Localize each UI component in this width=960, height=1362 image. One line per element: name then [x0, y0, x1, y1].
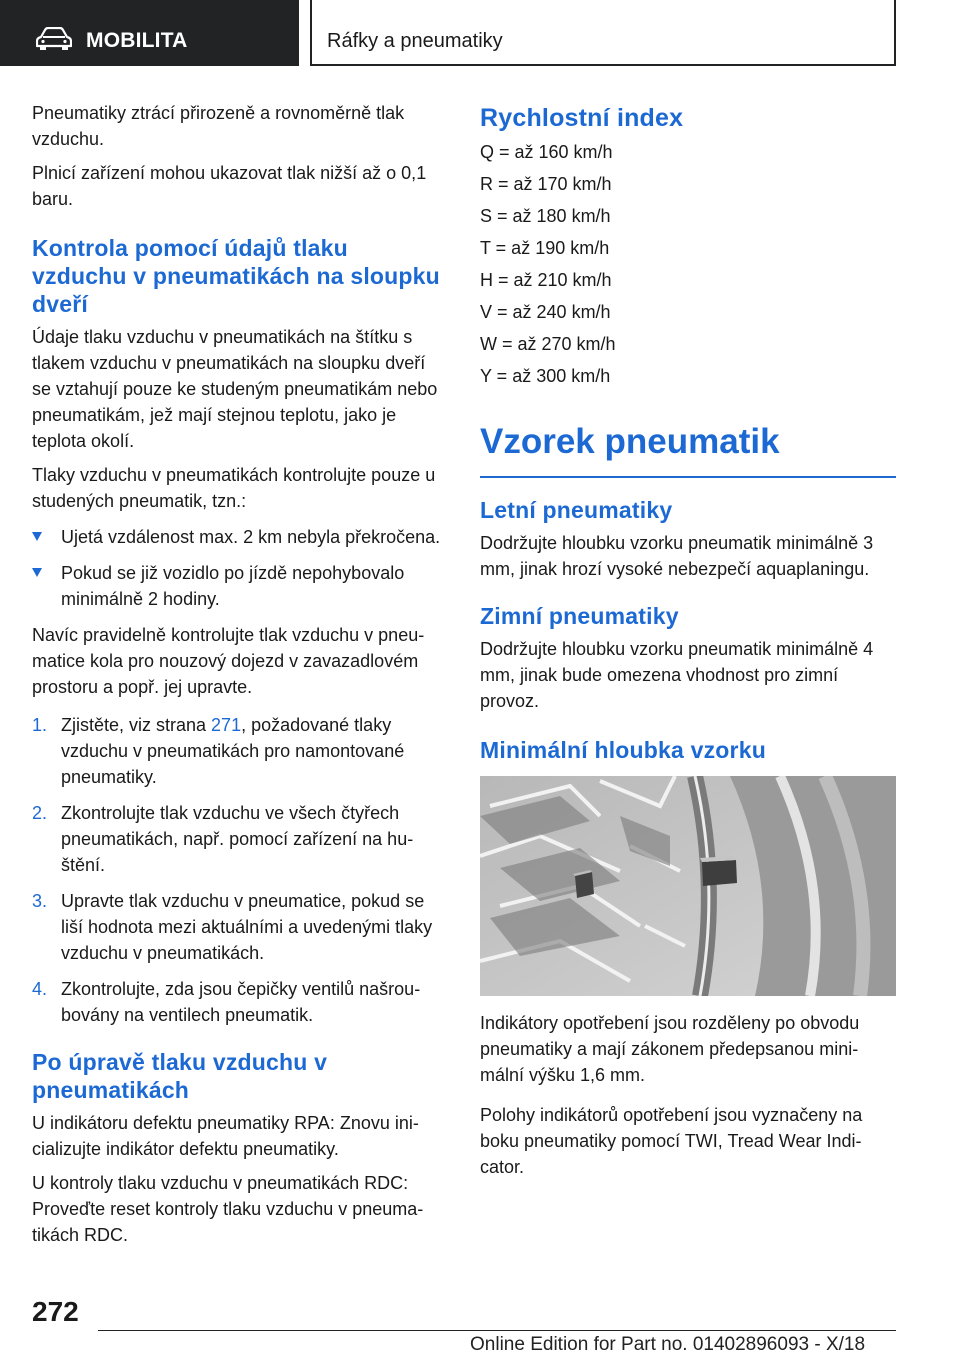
paragraph: Tlaky vzduchu v pneumatikách kontrolujte pouze u studených pneumatik, tzn.: — [32, 465, 436, 511]
speed-index-item: Q = až 160 km/h — [480, 142, 613, 162]
paragraph: Údaje tlaku vzduchu v pneumatikách na štítku s tlakem vzduchu v pneumatikách na sloupku dveří se vztahují pouze ke studeným pneumatikám nebo pneumatikám, jež mají stejnou teplotu, jako je teplota okolí. — [32, 327, 438, 451]
paragraph: Dodržujte hloubku vzorku pneumatik minimálně 3 mm, jinak hrozí vysoké nebezpečí aquaplaningu. — [480, 533, 874, 579]
page-header — [0, 0, 960, 66]
paragraph: U kontroly tlaku vzduchu v pneumatikách RDC: Proveďte reset kontroly tlaku vzduchu v pneumatikách RDC. — [32, 1173, 424, 1245]
paragraph: Indikátory opotřebení jsou rozděleny po obvodu pneumatiky a mají zákonem předepsanou minimální výšku 1,6 mm. — [480, 1013, 860, 1085]
step-item — [32, 800, 448, 878]
heading-minimalni-hloubka: Minimální hloubka vzorku — [480, 737, 766, 763]
right-column — [480, 100, 896, 1188]
paragraph: Pneumatiky ztrácí přirozeně a rovnoměrně tlak vzduchu. — [32, 103, 405, 149]
step-text-post: , požadované tlaky vzduchu v pneumatikách pro namontované pneumatiky. — [61, 715, 405, 787]
step-number: 3. — [32, 891, 48, 911]
triangle-bullet-icon — [32, 568, 42, 577]
speed-index-list — [480, 136, 896, 392]
car-icon — [36, 27, 72, 51]
step-text: Zkontrolujte, zda jsou čepičky ventilů našroubovány na ventilech pneumatik. — [61, 979, 421, 1025]
speed-index-item: Y = až 300 km/h — [480, 366, 611, 386]
numbered-steps — [32, 712, 448, 1028]
speed-index-item: T = až 190 km/h — [480, 238, 610, 258]
list-item-text: Ujetá vzdálenost max. 2 km nebyla překročena. — [61, 527, 441, 547]
list-item — [32, 560, 448, 612]
bullet-list — [32, 524, 448, 612]
heading-po-uprave: Po úpravě tlaku vzduchu v pneumatikách — [32, 1049, 328, 1103]
step-item — [32, 888, 448, 966]
tread-wear-illustration — [480, 776, 896, 996]
footer-divider — [98, 1330, 896, 1331]
speed-index-item: W = až 270 km/h — [480, 334, 616, 354]
step-number: 1. — [32, 715, 48, 735]
heading-kontrola: Kontrola pomocí údajů tlaku vzduchu v pneumatikách na sloupku dveří — [32, 235, 440, 317]
speed-index-item: H = až 210 km/h — [480, 270, 612, 290]
chapter-title: Ráfky a pneumatiky — [327, 30, 503, 52]
paragraph: Plnicí zařízení mohou ukazovat tlak nižší až o 0,1 baru. — [32, 163, 427, 209]
step-number: 4. — [32, 979, 48, 999]
step-item — [32, 976, 448, 1028]
speed-index-item: S = až 180 km/h — [480, 206, 611, 226]
heading-vzorek-pneumatik: Vzorek pneumatik — [480, 420, 896, 478]
speed-index-item: V = až 240 km/h — [480, 302, 611, 322]
wear-indicator-2 — [700, 856, 737, 886]
page-link[interactable]: 271 — [211, 715, 242, 735]
step-text: Upravte tlak vzduchu v pneumatice, pokud se liší hodnota mezi aktuálními a uvedenými tlaky vzduchu v pneumatikách. — [61, 891, 433, 963]
edition-note: Online Edition for Part no. 01402896093 - X/18 — [470, 1334, 866, 1355]
step-number: 2. — [32, 803, 48, 823]
step-text: Zkontrolujte tlak vzduchu ve všech čtyřech pneumatikách, např. pomocí zařízení na huštění. — [61, 803, 414, 875]
list-item — [32, 524, 448, 550]
left-column — [32, 100, 448, 1256]
heading-rychlostni-index: Rychlostní index — [480, 104, 684, 132]
paragraph: Dodržujte hloubku vzorku pneumatik minimálně 4 mm, jinak bude omezena vhodnost pro zimní provoz. — [480, 639, 874, 711]
paragraph: U indikátoru defektu pneumatiky RPA: Znovu inicializujte indikátor defektu pneumatiky. — [32, 1113, 419, 1159]
section-title: MOBILITA — [86, 29, 188, 52]
paragraph: Navíc pravidelně kontrolujte tlak vzduchu v pneumatice kola pro nouzový dojezd v zavazadlovém prostoru a popř. jej upravte. — [32, 625, 425, 697]
tire-tread-image — [480, 776, 896, 996]
step-item — [32, 712, 448, 790]
step-text-pre: Zjistěte, viz strana — [61, 715, 212, 735]
triangle-bullet-icon — [32, 532, 42, 541]
page-number: 272 — [32, 1296, 79, 1327]
section-tab — [0, 0, 299, 66]
paragraph: Polohy indikátorů opotřebení jsou vyznačeny na boku pneumatiky pomocí TWI, Tread Wear Indicator. — [480, 1105, 863, 1177]
heading-zimni: Zimní pneumatiky — [480, 603, 679, 629]
chapter-tab — [310, 0, 896, 66]
list-item-text: Pokud se již vozidlo po jízdě nepohybovalo minimálně 2 hodiny. — [61, 563, 405, 609]
speed-index-item: R = až 170 km/h — [480, 174, 612, 194]
heading-letni: Letní pneumatiky — [480, 497, 673, 523]
